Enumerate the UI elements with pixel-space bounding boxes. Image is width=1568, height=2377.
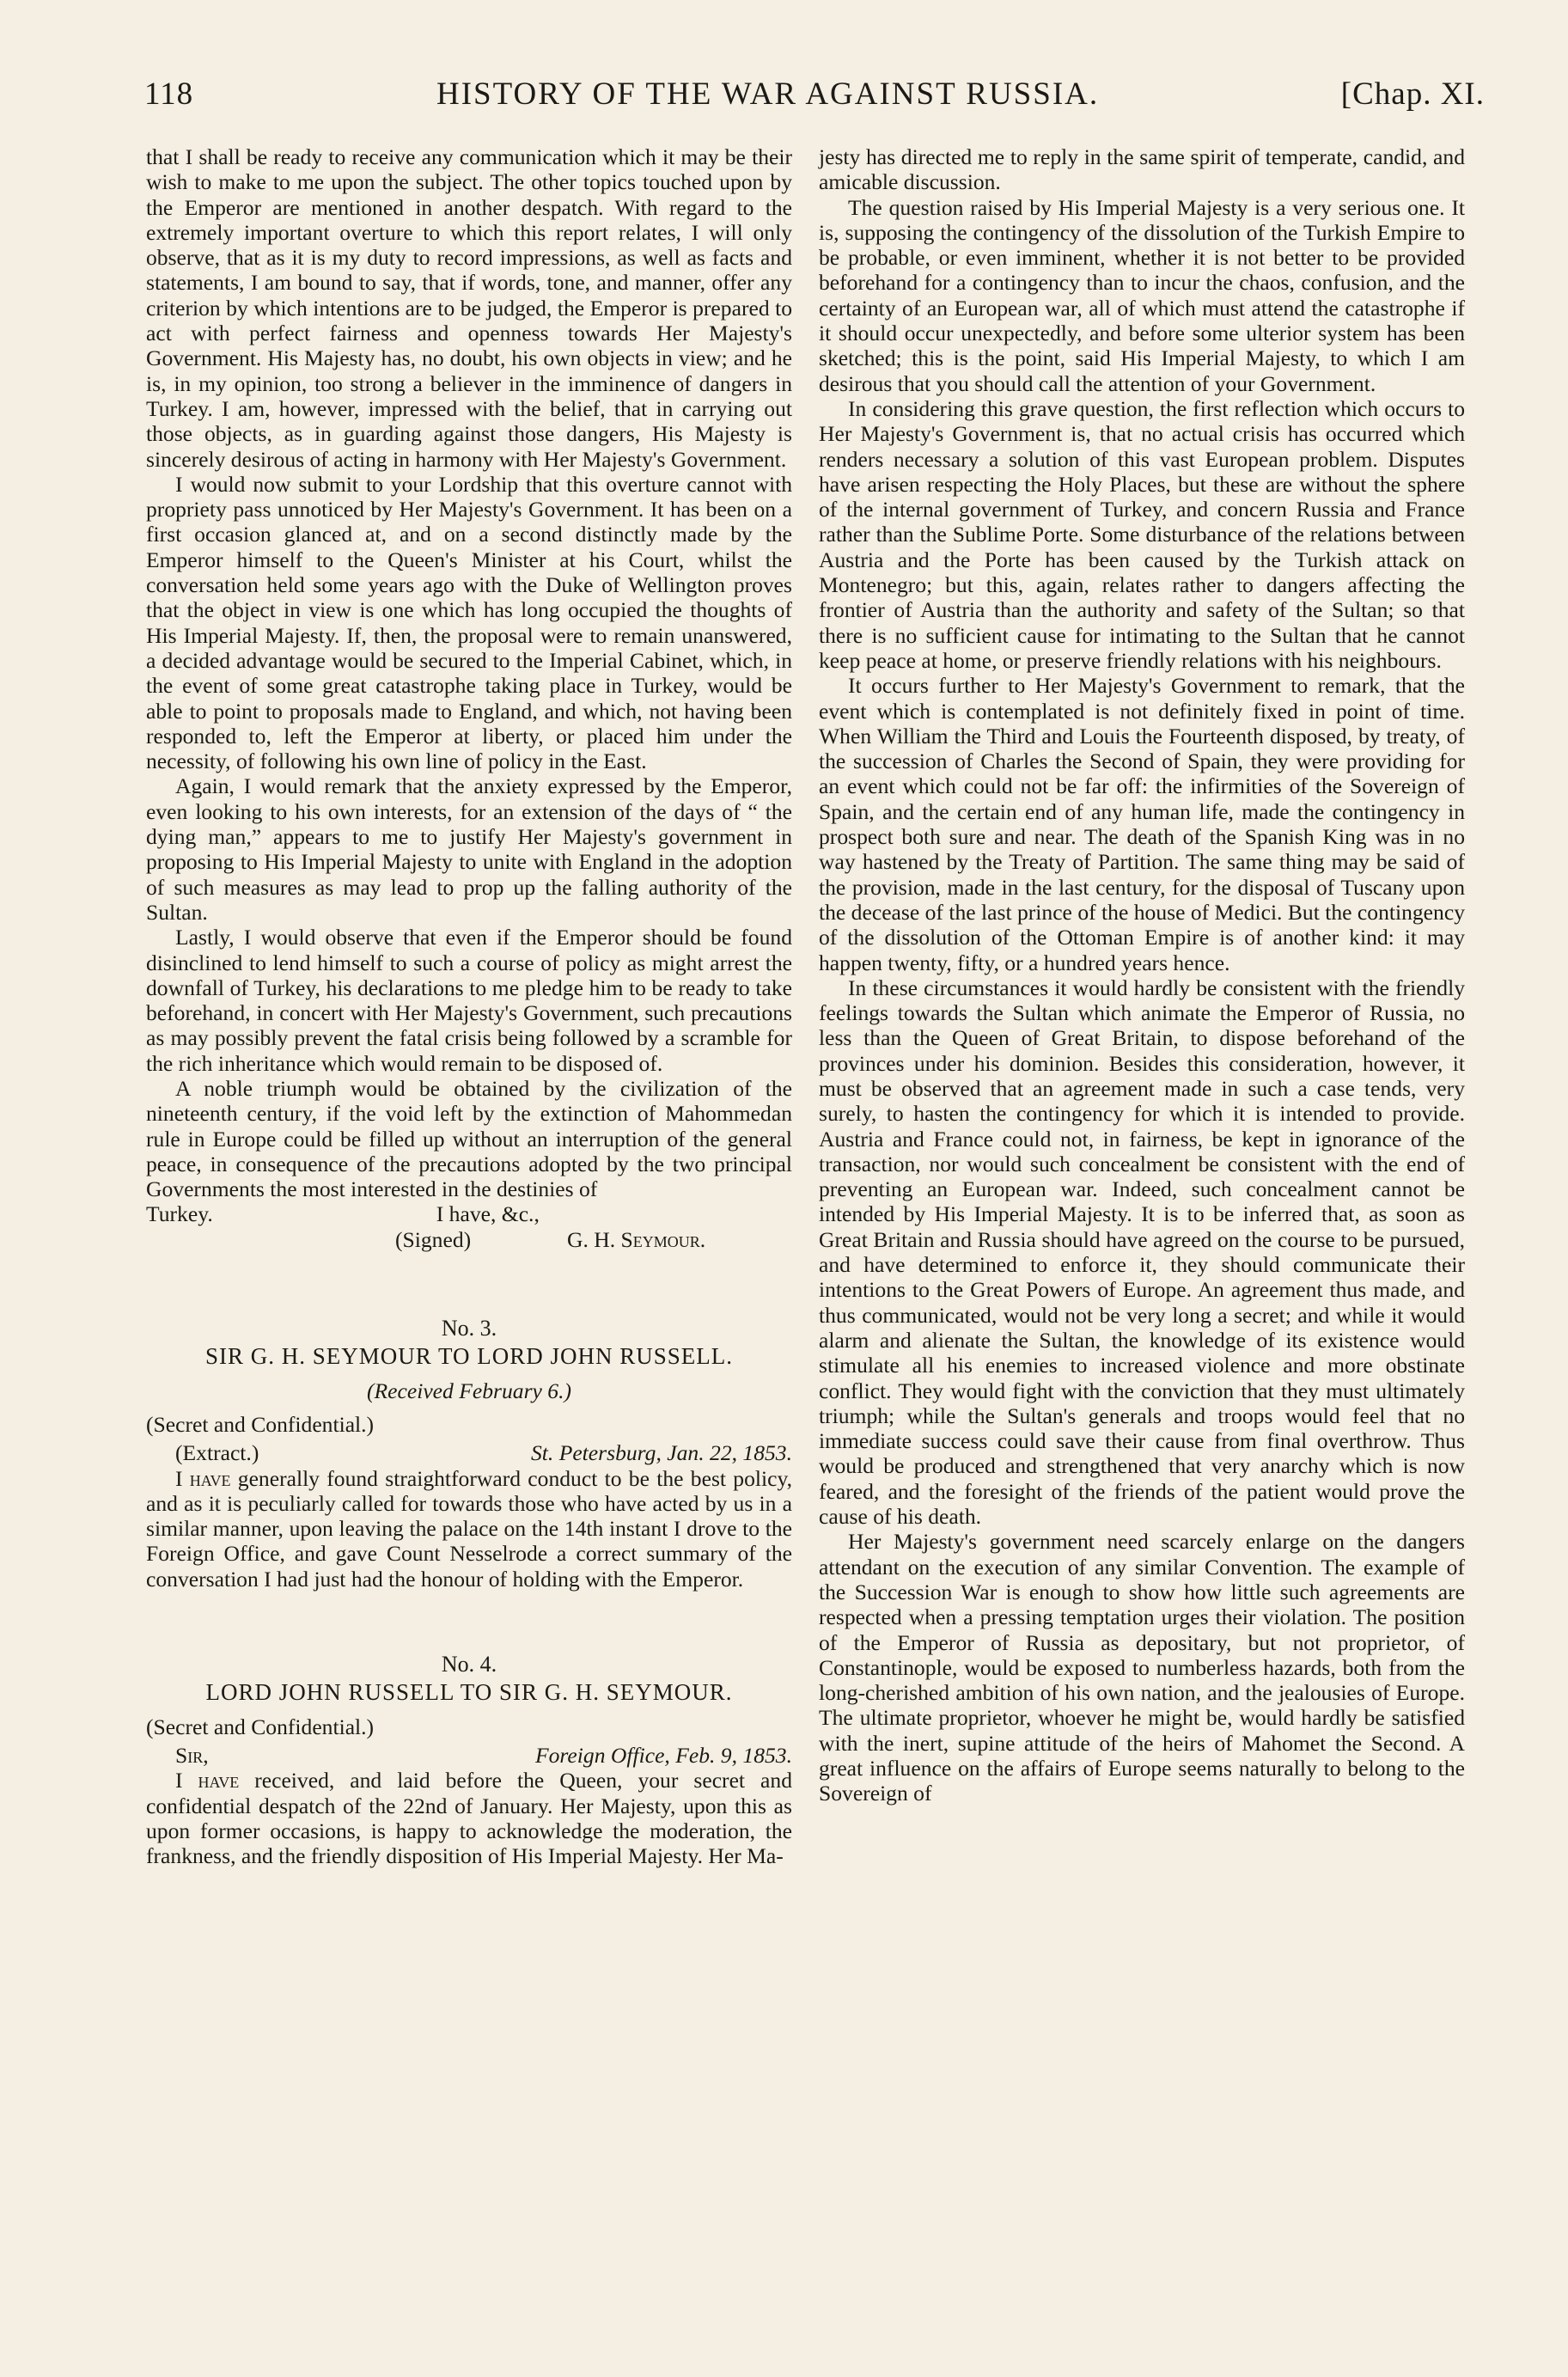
- lead-words: I have: [175, 1768, 240, 1793]
- paragraph: that I shall be ready to receive any communication which it may be their wish to make to me upon the subject. The other topics touched upon by the Emperor are mentioned in another despatch. With regard to the extremely important overture to which this report relates, I will only observe, that as it is my duty to record impressions, as well as facts and statements, I am bound to say, that if words, tone, and manner, offer any criterion by which intentions are to be judged, the Emperor is prepared to act with perfect fairness and openness towards Her Majesty's Government. His Majesty has, no doubt, his own objects in view; and he is, in my opinion, too strong a believer in the imminence of dangers in Turkey. I am, however, impressed with the belief, that in carrying out those objects, as in guarding against those dangers, His Majesty is sincerely desirous of acting in harmony with Her Majesty's Government.: [146, 144, 792, 472]
- paragraph-body: received, and laid before the Queen, your secret and confidential despatch of the 22nd of January. Her Majesty, upon this as upon former occasions, is happy to acknowledge the moderation, the frankness, and the friendly disposition of His Imperial Majesty. Her Ma-: [146, 1768, 793, 1869]
- right-column: [819, 144, 1465, 1806]
- closing-formula: I have, &c.,: [436, 1201, 540, 1227]
- extract-label: (Extract.): [175, 1440, 259, 1466]
- date-place: Foreign Office, Feb. 9, 1853.: [534, 1742, 792, 1768]
- page-number: 118: [144, 76, 194, 112]
- chapter-label: [Chap. XI.: [1340, 76, 1485, 112]
- lead-words: I have: [175, 1465, 231, 1491]
- paragraph: jesty has directed me to reply in the same spirit of temperate, candid, and amicable discussion.: [819, 144, 1465, 195]
- paragraph: Her Majesty's government need scarcely enlarge on the dangers attendant on the execution of any similar Convention. The example of the Succession War is enough to show how little such agreements are respected when a pressing temptation urges their violation. The position of the Emperor of Russia as depositary, but not proprietor, of Constantinople, would be exposed to numberless hazards, both from the long-cherished ambition of his own nation, and the jealousies of Europe. The ultimate proprietor, whoever he might be, would hardly be satisfied with the inert, supine attitude of the heirs of Mahomet the Second. A great influence on the affairs of Europe seems naturally to belong to the Sovereign of: [819, 1529, 1465, 1806]
- paragraph: I would now submit to your Lordship that this overture cannot with propriety pass unnoticed by Her Majesty's Government. It has been on a first occasion glanced at, and on a second distinctly made by the Emperor himself to the Queen's Minister at his Court, whilst the conversation held some years ago with the Duke of Wellington proves that the object in view is one which has long occupied the thoughts of His Imperial Majesty. If, then, the proposal were to remain unanswered, a decided advantage would be secured to the Imperial Cabinet, which, in the event of some great catastrophe taking place in Turkey, would be able to point to proposals made to England, and which, not having been responded to, left the Emperor at liberty, or placed him under the necessity, of following his own line of policy in the East.: [146, 471, 792, 774]
- paragraph: Lastly, I would observe that even if the Emperor should be found disinclined to lend himself to such a course of policy as might arrest the downfall of Turkey, his declarations to me pledge him to be ready to take beforehand, in concert with Her Majesty's Government, such precautions as may possibly prevent the fatal crisis being followed by a scramble for the rich inheritance which would remain to be disposed of.: [146, 925, 792, 1076]
- received-note: (Received February 6.): [366, 1378, 572, 1403]
- paragraph: [146, 1466, 792, 1592]
- paragraph: The question raised by His Imperial Majesty is a very serious one. It is, supposing the contingency of the dissolution of the Turkish Empire to be probable, or even imminent, whether it is not better to be provided beforehand for a contingency than to incur the chaos, confusion, and the certainty of an European war, all of which must attend the catastrophe if it should occur unexpectedly, and before some ulterior system has been sketched; this is the point, said His Imperial Majesty, to which I am desirous that you should call the attention of your Government.: [819, 194, 1465, 396]
- signature-line: [146, 1227, 792, 1252]
- document-number: No. 4.: [441, 1652, 497, 1677]
- closing-line: [146, 1201, 792, 1226]
- date-place: St. Petersburg, Jan. 22, 1853.: [530, 1440, 792, 1466]
- paragraph-body: generally found straightforward conduct to be the best policy, and as it is peculiarly called for towards those who have acted by us in a similar manner, upon leaving the palace on the 14th instant I drove to the Foreign Office, and gave Count Nesselrode a correct summary of the conversation I had just had the honour of holding with the Emperor.: [146, 1465, 792, 1592]
- signed-label: (Signed): [395, 1226, 472, 1252]
- document-title: LORD JOHN RUSSELL TO SIR G. H. SEYMOUR.: [205, 1679, 733, 1706]
- left-column: [146, 144, 792, 1868]
- secret-note: (Secret and Confidential.): [146, 1411, 375, 1437]
- paragraph: In considering this grave question, the first reflection which occurs to Her Majesty's Government is, that no actual crisis has occurred which renders necessary a solution of this vast European problem. Disputes have arisen respecting the Holy Places, but these are without the sphere of the internal government of Turkey, and concern Russia and France rather than the Sublime Porte. Some disturbance of the relations between Austria and the Porte has been caused by the Turkish attack on Montenegro; but this, again, relates rather to dangers affecting the frontier of Austria than the authority and safety of the Sultan; so that there is no sufficient cause for intimating to the Sultan that he cannot keep peace at home, or preserve friendly relations with his neighbours.: [819, 395, 1465, 673]
- paragraph: [146, 1768, 792, 1868]
- paragraph: In these circumstances it would hardly be consistent with the friendly feelings towards the Sultan which animate the Emperor of Russia, no less than the Queen of Great Britain, to dispose beforehand of the provinces under his dominion. Besides this consideration, however, it must be observed that an agreement made in such a case tends, very surely, to hasten the contingency for which it is intended to provide. Austria and France could not, in fairness, be kept in ignorance of the transaction, nor would such concealment be consistent with the end of preventing an European war. Indeed, such concealment cannot be intended by His Imperial Majesty. It is to be inferred that, as soon as Great Britain and Russia should have agreed on the course to be pursued, and have determined to enforce it, they should communicate their intentions to the Great Powers of Europe. An agreement thus made, and thus communicated, would not be very long a secret; and while it would alarm and alienate the Sultan, the knowledge of its existence would stimulate all his enemies to increased violence and more obstinate conflict. They would fight with the conviction that they must ultimately triumph; while the Sultan's generals and troops would feel that no immediate success could save their cause from final overthrow. Thus would be produced and strengthened that very anarchy which is now feared, and the foresight of the friends of the patient would prove the cause of his death.: [819, 975, 1465, 1530]
- paragraph: Again, I would remark that the anxiety expressed by the Emperor, even looking to his own interests, for an extension of the days of “ the dying man,” appears to me to justify Her Majesty's government in proposing to His Imperial Majesty to unite with England in the adoption of such measures as may lead to prop up the falling authority of the Sultan.: [146, 773, 792, 925]
- secret-note: (Secret and Confidential.): [146, 1714, 375, 1739]
- running-header: [144, 70, 1485, 122]
- closing-turkey: Turkey.: [146, 1201, 213, 1227]
- salutation: Sir,: [175, 1742, 209, 1768]
- signer-name: G. H. Seymour.: [567, 1226, 706, 1252]
- paragraph: A noble triumph would be obtained by the civilization of the nineteenth century, if the void left by the extinction of Mahommedan rule in Europe could be filled up without an interruption of the general peace, in consequence of the precautions adopted by the two principal Governments the most interested in the destinies of: [146, 1075, 792, 1202]
- running-title: HISTORY OF THE WAR AGAINST RUSSIA.: [436, 76, 1100, 112]
- dateline: [146, 1440, 792, 1465]
- paragraph: It occurs further to Her Majesty's Government to remark, that the event which is contemplated is not definitely fixed in point of time. When William the Third and Louis the Fourteenth disposed, by treaty, of the succession of Charles the Second of Spain, they were providing for an event which could not be far off: the infirmities of the Sovereign of Spain, and the certain end of any human life, made the contingency in prospect both sure and near. The death of the Spanish King was in no way hastened by the Treaty of Partition. The same thing may be said of the provision, made in the last century, for the disposal of Tuscany upon the decease of the last prince of the house of Medici. But the contingency of the dissolution of the Ottoman Empire is of another kind: it may happen twenty, fifty, or a hundred years hence.: [819, 673, 1465, 975]
- dateline: [146, 1743, 792, 1768]
- document-number: No. 3.: [441, 1316, 497, 1341]
- document-title: SIR G. H. SEYMOUR TO LORD JOHN RUSSELL.: [204, 1343, 734, 1370]
